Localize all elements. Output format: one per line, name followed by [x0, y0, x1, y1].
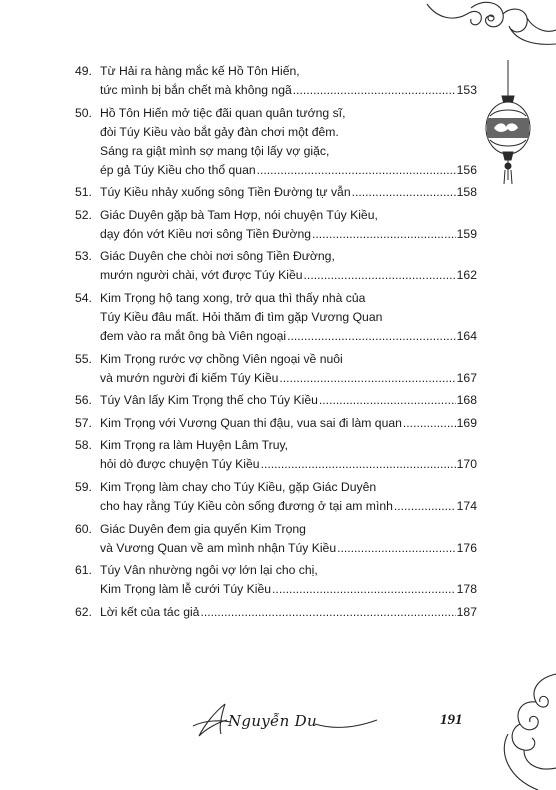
- toc-entry-line: Kim Trọng làm chay cho Túy Kiều, gặp Giác Duyên: [100, 479, 377, 494]
- toc-entry-line: Từ Hải ra hàng mắc kế Hồ Tôn Hiến,: [100, 64, 300, 78]
- toc-entry-line: và mướn người đi kiếm Túy Kiều: [100, 370, 279, 385]
- toc-page-number: 170: [456, 457, 477, 472]
- toc-entry[interactable]: [75, 478, 477, 516]
- toc-entry[interactable]: [75, 104, 477, 180]
- toc-entry-line: Hồ Tôn Hiến mở tiệc đãi quan quân tướng sĩ,: [100, 105, 346, 120]
- toc-entry-number: 55.: [75, 351, 92, 366]
- toc-entry-line: cho hay rằng Túy Kiều còn sống đương ở tại am mình: [100, 498, 393, 513]
- toc-entry-number: 61.: [75, 563, 92, 578]
- toc-entry[interactable]: [75, 561, 477, 599]
- toc-entry-line: Sáng ra giật mình sợ mang tội lấy vợ giặc,: [100, 143, 330, 158]
- toc-entry-line: Túy Kiều nhảy xuống sông Tiền Đường tự vẫn: [100, 185, 351, 200]
- toc-page-number: 169: [456, 415, 477, 430]
- lantern-ornament-icon: [484, 60, 532, 210]
- toc-entry-line: ép gả Túy Kiều cho thổ quan: [100, 162, 256, 177]
- toc-entry[interactable]: [75, 391, 477, 410]
- toc-entry-line: Túy Kiều đâu mất. Hỏi thăm đi tìm gặp Vương Quan: [100, 309, 383, 324]
- toc-entry-line: Túy Vân lấy Kim Trọng thế cho Túy Kiều: [100, 393, 318, 408]
- toc-entry-line: Túy Vân nhường ngôi vợ lớn lại cho chị,: [100, 563, 318, 578]
- toc-entry-number: 58.: [75, 438, 92, 453]
- toc-page-number: 168: [456, 393, 477, 408]
- toc-page-number: 159: [456, 226, 477, 241]
- toc-entry-number: 62.: [75, 604, 92, 619]
- toc-entry[interactable]: [75, 520, 477, 558]
- toc-entry-line: tức mình bị bắn chết mà không ngã: [100, 83, 292, 97]
- cloud-ornament-bottom-icon: [468, 672, 556, 790]
- toc-page-number: 162: [456, 268, 477, 283]
- toc-entry-line: Kim Trọng với Vương Quan thi đậu, vua sai đi làm quan: [100, 415, 402, 430]
- toc-entry-line: Giác Duyên gặp bà Tam Hợp, nói chuyện Túy Kiều,: [100, 207, 378, 222]
- dot-leader: [293, 81, 456, 100]
- toc-page-number: 178: [456, 582, 477, 597]
- toc-entry-number: 56.: [75, 393, 92, 408]
- toc-entry-line: Giác Duyên đem gia quyến Kim Trọng: [100, 521, 306, 536]
- toc-entry-number: 54.: [75, 290, 92, 305]
- toc-page-number: 167: [456, 370, 477, 385]
- toc-page-number: 156: [456, 162, 477, 177]
- toc-page-number: 164: [456, 328, 477, 343]
- toc-entry-line: đem vào ra mắt ông bà Viên ngoại: [100, 328, 287, 343]
- toc-page-number: 176: [456, 540, 477, 555]
- toc-entry-number: 52.: [75, 207, 92, 222]
- toc-page-number: 153: [456, 83, 477, 97]
- toc-entry[interactable]: [75, 289, 477, 346]
- toc-entry-line: Kim Trọng ra làm Huyện Lâm Truy,: [100, 438, 289, 453]
- dot-leader: [352, 183, 456, 202]
- toc-entry-line: mướn người chài, vớt được Túy Kiều: [100, 268, 303, 283]
- toc-entry-number: 50.: [75, 105, 92, 120]
- cloud-ornament-top-icon: [425, 0, 556, 62]
- toc-entry[interactable]: [75, 206, 477, 244]
- toc-entry-number: 53.: [75, 249, 92, 264]
- toc-entry-line: Kim Trọng làm lễ cưới Túy Kiều: [100, 582, 272, 597]
- toc-page-number: 174: [456, 498, 477, 513]
- toc-entry[interactable]: [75, 183, 477, 202]
- toc-entry[interactable]: [75, 62, 477, 100]
- footer-author: Nguyễn Du: [228, 712, 317, 730]
- dot-leader: [279, 369, 455, 388]
- toc-entry-number: 49.: [75, 64, 92, 78]
- toc-entry[interactable]: [75, 414, 477, 433]
- dot-leader: [304, 266, 456, 285]
- toc-page-number: 158: [456, 185, 477, 200]
- dot-leader: [287, 327, 456, 346]
- toc-entry-line: dạy đón vớt Kiều nơi sông Tiền Đường: [100, 226, 312, 241]
- toc-entry[interactable]: [75, 603, 477, 622]
- dot-leader: [272, 580, 456, 599]
- toc-entry[interactable]: [75, 436, 477, 474]
- toc-entry-line: Lời kết của tác giả: [100, 604, 200, 619]
- toc-entry-line: và Vương Quan về am mình nhận Túy Kiều: [100, 540, 337, 555]
- toc-entry-number: 59.: [75, 479, 92, 494]
- toc-entry[interactable]: [75, 350, 477, 388]
- page-number: 191: [440, 712, 463, 728]
- toc-entry-number: 60.: [75, 521, 92, 536]
- toc-entry-line: Giác Duyên che chòi nơi sông Tiền Đường,: [100, 249, 335, 264]
- toc-page-number: 187: [456, 604, 477, 619]
- table-of-contents: [75, 62, 477, 625]
- toc-entry-number: 57.: [75, 415, 92, 430]
- dot-leader: [403, 414, 456, 433]
- dot-leader: [394, 497, 456, 516]
- dot-leader: [337, 539, 456, 558]
- dot-leader: [257, 161, 456, 180]
- toc-entry-line: đòi Túy Kiều vào bắt gảy đàn chơi một đêm.: [100, 124, 339, 139]
- toc-entry-number: 51.: [75, 185, 92, 200]
- dot-leader: [261, 455, 456, 474]
- dot-leader: [319, 391, 456, 410]
- toc-entry[interactable]: [75, 247, 477, 285]
- toc-entry-line: Kim Trọng hộ tang xong, trở qua thì thấy nhà của: [100, 290, 366, 305]
- dot-leader: [200, 603, 455, 622]
- toc-entry-line: hỏi dò được chuyện Túy Kiều: [100, 457, 260, 472]
- dot-leader: [312, 225, 456, 244]
- toc-entry-line: Kim Trọng rước vợ chồng Viên ngoại về nuôi: [100, 351, 343, 366]
